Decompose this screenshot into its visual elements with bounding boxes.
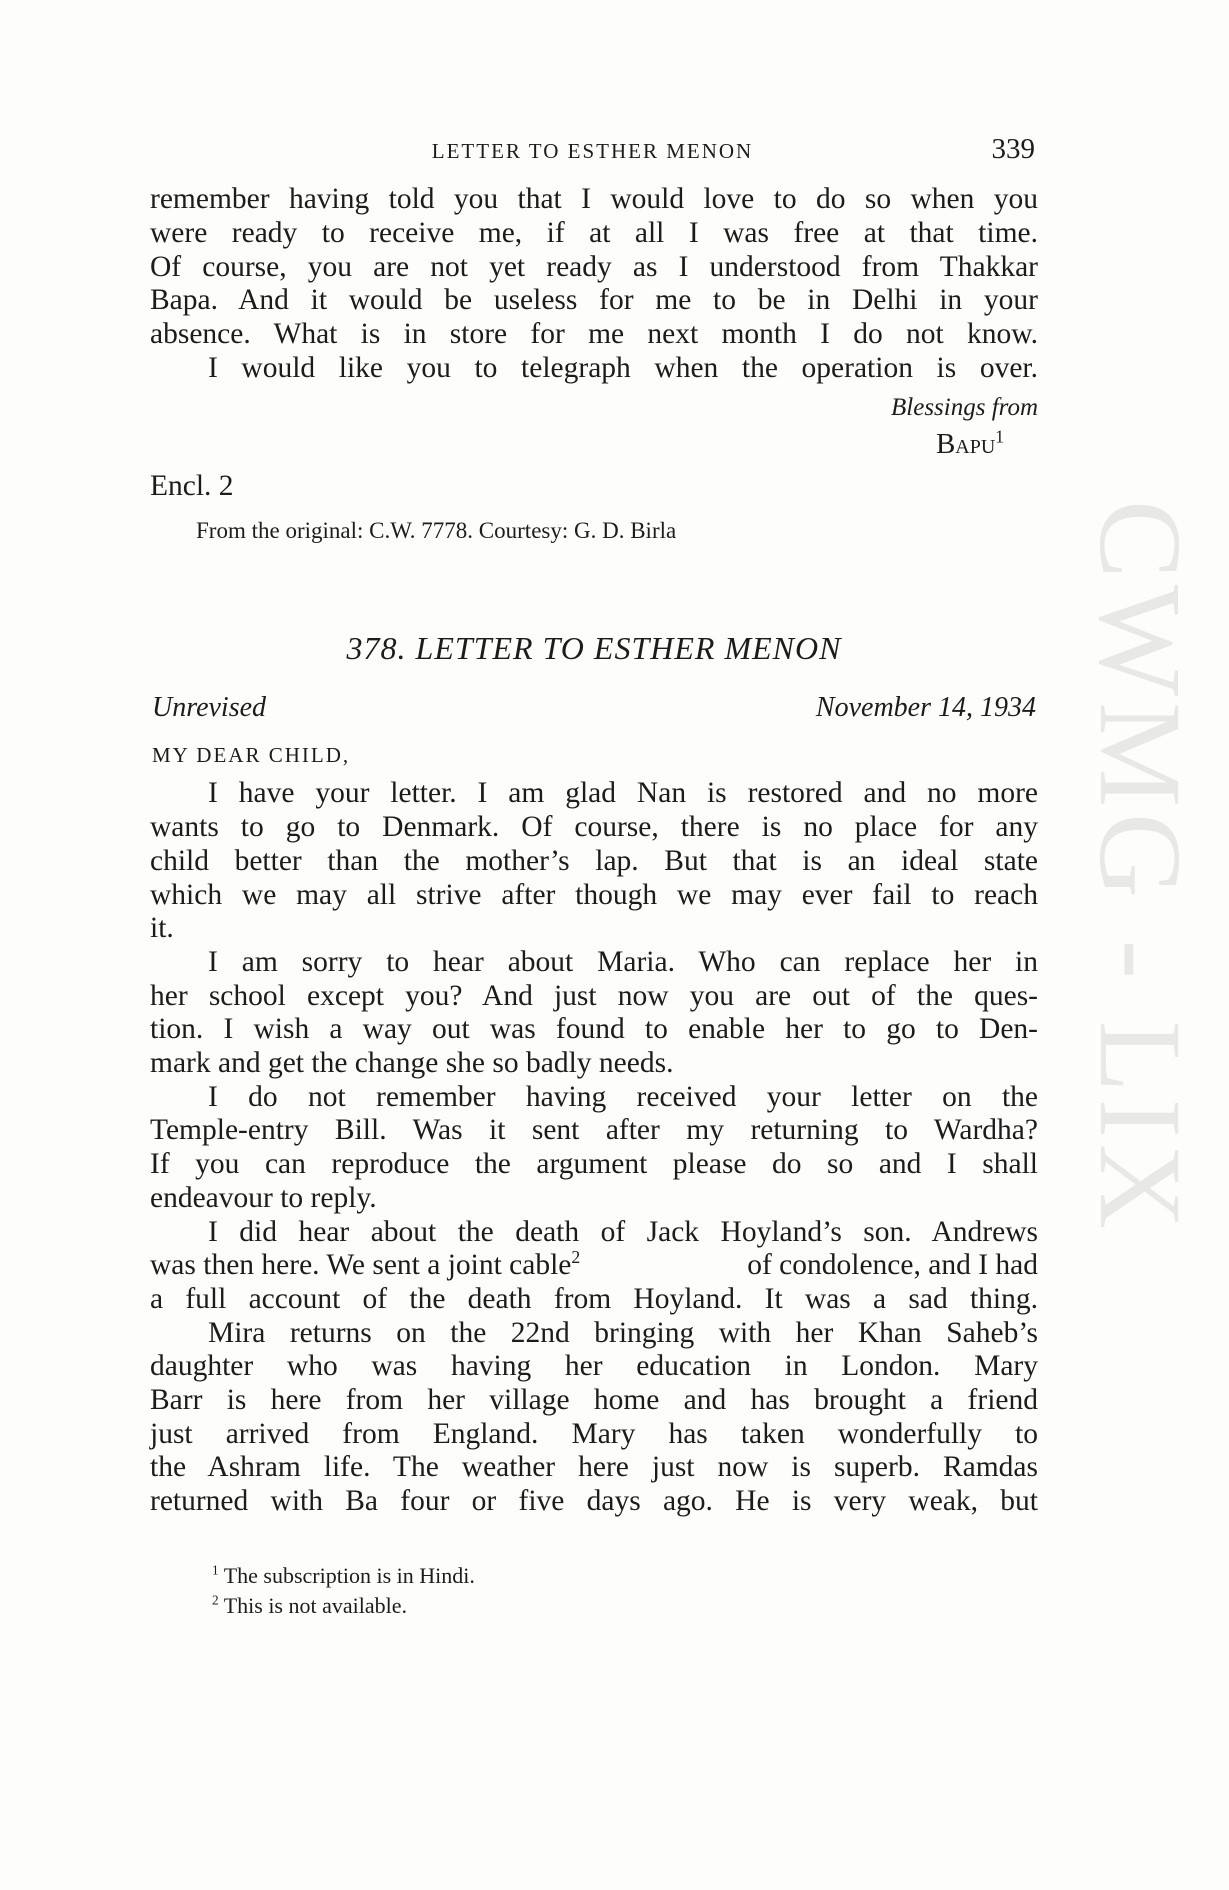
page-number: 339 [991, 133, 1035, 165]
text-segment: of condolence, and I had [747, 1249, 1038, 1281]
text-line: which we may all strive after though we may ever fail to reach [150, 879, 1038, 911]
text-segment [150, 1249, 580, 1283]
text-line: Temple-entry Bill. Was it sent after my returning to Wardha? [150, 1114, 1038, 1146]
text-segment-main: was then here. We sent a joint cable [150, 1249, 572, 1281]
text-line: I would like you to telegraph when the operation is over. [208, 352, 1038, 384]
footnote [212, 1563, 475, 1589]
text-line: I am sorry to hear about Maria. Who can replace her in [208, 946, 1038, 978]
text-line: mark and get the change she so badly needs. [150, 1047, 674, 1079]
text-line: it. [150, 912, 174, 944]
blessings-line: Blessings from [891, 394, 1038, 421]
footnote-text: The subscription is in Hindi. [223, 1563, 475, 1588]
text-line: endeavour to reply. [150, 1182, 377, 1214]
text-line: daughter who was having her education in London. Mary [150, 1350, 1038, 1382]
text-line: child better than the mother’s lap. But that is an ideal state [150, 845, 1038, 877]
text-line: If you can reproduce the argument please do so and I shall [150, 1148, 1038, 1180]
enclosure-note: Encl. 2 [150, 470, 234, 502]
text-line: returned with Ba four or five days ago. He is very weak, but [150, 1485, 1038, 1517]
text-line: the Ashram life. The weather here just now is superb. Ramdas [150, 1451, 1038, 1483]
text-line: I did hear about the death of Jack Hoyland’s son. Andrews [208, 1216, 1038, 1248]
text-line: I do not remember having received your letter on the [208, 1081, 1038, 1113]
text-line: I have your letter. I am glad Nan is restored and no more [208, 777, 1038, 809]
running-head [150, 135, 1035, 169]
text-line: Of course, you are not yet ready as I understood from Thakkar [150, 251, 1038, 283]
text-line: Bapa. And it would be useless for me to be in Delhi in your [150, 284, 1038, 316]
text-line: her school except you? And just now you are out of the ques- [150, 980, 1038, 1012]
running-head-title: LETTER TO ESTHER MENON [431, 139, 754, 163]
text-line: were ready to receive me, if at all I was free at that time. [150, 217, 1038, 249]
footnote-mark: 1 [212, 1562, 219, 1578]
text-line: absence. What is in store for me next month I do not know. [150, 318, 1038, 350]
letter-heading: 378. LETTER TO ESTHER MENON [346, 630, 842, 666]
salutation: MY DEAR CHILD, [152, 743, 351, 767]
watermark: CWMG - LIX [1075, 500, 1206, 1236]
footnote-ref: 1 [995, 426, 1004, 447]
text-line: a full account of the death from Hoyland. It was a sad thing. [150, 1283, 1038, 1315]
text-line: tion. I wish a way out was found to enable her to go to Den- [150, 1013, 1038, 1045]
signature [936, 428, 1004, 461]
text-line: wants to go to Denmark. Of course, there is no place for any [150, 811, 1038, 843]
signature-text: Bapu [935, 428, 996, 460]
source-note: From the original: C.W. 7778. Courtesy: G. D. Birla [196, 518, 677, 543]
footnote-ref: 2 [571, 1247, 581, 1268]
text-line: Barr is here from her village home and has brought a friend [150, 1384, 1038, 1416]
footnote [212, 1593, 407, 1619]
text-line: remember having told you that I would love to do so when you [150, 183, 1038, 215]
text-line: just arrived from England. Mary has taken wonderfully to [150, 1418, 1038, 1450]
text-line: Mira returns on the 22nd bringing with her Khan Saheb’s [208, 1317, 1038, 1349]
footnote-text: This is not available. [223, 1593, 407, 1618]
letter-date: November 14, 1934 [815, 692, 1036, 723]
text-line [150, 1249, 1038, 1283]
letter-status: Unrevised [152, 692, 267, 723]
footnote-mark: 2 [212, 1592, 219, 1608]
